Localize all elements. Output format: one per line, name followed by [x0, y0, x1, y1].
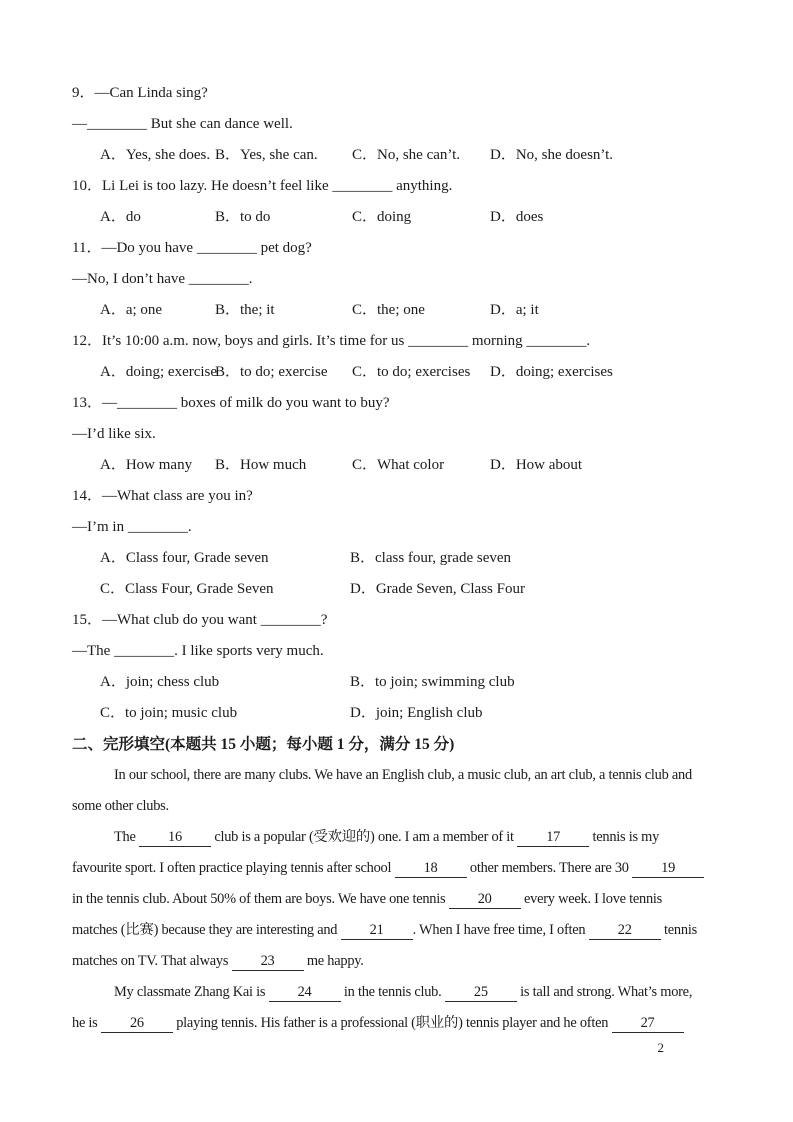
- q12-option-a: A．doing; exercise: [100, 364, 218, 380]
- q14-options-row-1: [72, 543, 737, 574]
- cloze-blank-19: 19: [632, 859, 704, 878]
- q9-stem-line-2: —________ But she can dance well.: [72, 116, 293, 132]
- text-segment: tennis is my: [589, 829, 660, 845]
- q14-options-row-2: [72, 574, 737, 605]
- cloze-blank-23: 23: [232, 952, 304, 971]
- text-segment: other members. There are 30: [466, 860, 633, 876]
- cloze-p2-line-3: [72, 884, 737, 915]
- q9-stem-line-1: 9．—Can Linda sing?: [72, 85, 208, 101]
- q10-stem-line-1: 10．Li Lei is too lazy. He doesn’t feel like ________ anything.: [72, 178, 453, 194]
- cloze-blank-24: 24: [269, 983, 341, 1002]
- q11-option-d: D．a; it: [490, 302, 539, 318]
- cloze-blank-20: 20: [449, 890, 521, 909]
- q13-option-d: D．How about: [490, 457, 583, 473]
- q14-option-c: C．Class Four, Grade Seven: [100, 581, 274, 597]
- q14-stem-line-1: 14．—What class are you in?: [72, 488, 253, 504]
- text-segment: in the tennis club.: [340, 984, 445, 1000]
- q9-option-b: B．Yes, she can.: [215, 147, 318, 163]
- cloze-blank-16: 16: [139, 828, 211, 847]
- cloze-blank-27: 27: [612, 1014, 684, 1033]
- q11-option-a: A．a; one: [100, 302, 163, 318]
- q12-option-b: B．to do; exercise: [215, 364, 328, 380]
- text-segment: . When I have free time, I often: [412, 922, 589, 938]
- q15-options-row-2: [72, 698, 737, 729]
- q14-stem-line-2: —I’m in ________.: [72, 519, 192, 535]
- q11-option-b: B．the; it: [215, 302, 275, 318]
- cloze-blank-25: 25: [445, 983, 517, 1002]
- text-segment: club is a popular (受欢迎的) one. I am a member of it: [210, 829, 518, 845]
- q15-option-d: D．join; English club: [350, 705, 483, 721]
- q10-options-row: [72, 202, 737, 233]
- text-segment: every week. I love tennis: [520, 891, 663, 907]
- q15-option-c: C．to join; music club: [100, 705, 238, 721]
- text-segment: My classmate Zhang Kai is: [114, 984, 269, 1000]
- q13-option-c: C．What color: [352, 457, 445, 473]
- q15-option-a: A．join; chess club: [100, 674, 220, 690]
- q9-options-row: [72, 140, 737, 171]
- text-segment: playing tennis. His father is a professional (职业的) tennis player and he often: [172, 1015, 612, 1031]
- q10-option-b: B．to do: [215, 209, 271, 225]
- q9-option-d: D．No, she doesn’t.: [490, 147, 614, 163]
- text-segment: favourite sport. I often practice playing tennis after school: [72, 860, 395, 876]
- q13-stem-line-2: —I’d like six.: [72, 426, 156, 442]
- q15-option-b: B．to join; swimming club: [350, 674, 515, 690]
- text-segment: is tall and strong. What’s more,: [516, 984, 693, 1000]
- q15-options-row-1: [72, 667, 737, 698]
- cloze-blank-26: 26: [101, 1014, 173, 1033]
- q13-options-row: [72, 450, 737, 481]
- cloze-blank-21: 21: [341, 921, 413, 940]
- q10-option-d: D．does: [490, 209, 544, 225]
- q14-option-a: A．Class four, Grade seven: [100, 550, 269, 566]
- q13-option-b: B．How much: [215, 457, 307, 473]
- q10-option-a: A．do: [100, 209, 141, 225]
- text-segment: in the tennis club. About 50% of them are boys. We have one tennis: [72, 891, 449, 907]
- q12-stem-line-1: 12．It’s 10:00 a.m. now, boys and girls. It’s time for us ________ morning ________.: [72, 333, 591, 349]
- q15-stem-line-1: 15．—What club do you want ________?: [72, 612, 328, 628]
- text-segment: he is: [72, 1015, 101, 1031]
- page-number: 2: [657, 1040, 664, 1055]
- cloze-blank-18: 18: [395, 859, 467, 878]
- q15-stem-line-2: —The ________. I like sports very much.: [72, 643, 324, 659]
- cloze-p2-line-4: [72, 915, 737, 946]
- q11-stem-line-2: —No, I don’t have ________.: [72, 271, 253, 287]
- cloze-p1-line-1: In our school, there are many clubs. We have an English club, a music club, an art club, a tennis club and: [114, 767, 692, 783]
- text-segment: matches on TV. That always: [72, 953, 232, 969]
- q10-option-c: C．doing: [352, 209, 412, 225]
- q11-stem-line-1: 11．—Do you have ________ pet dog?: [72, 240, 312, 256]
- cloze-p2-line-1: [72, 822, 737, 853]
- cloze-blank-17: 17: [517, 828, 589, 847]
- cloze-p3-line-2: [72, 1008, 737, 1039]
- cloze-p1-line-2: some other clubs.: [72, 798, 169, 814]
- cloze-p3-line-1: [72, 977, 737, 1008]
- text-segment: matches (比赛) because they are interesting and: [72, 922, 341, 938]
- cloze-blank-22: 22: [589, 921, 661, 940]
- q12-option-d: D．doing; exercises: [490, 364, 613, 380]
- text-segment: me happy.: [303, 953, 364, 969]
- q11-option-c: C．the; one: [352, 302, 425, 318]
- text-segment: tennis: [660, 922, 697, 938]
- q12-options-row: [72, 357, 737, 388]
- cloze-p2-line-2: [72, 853, 737, 884]
- q14-option-b: B．class four, grade seven: [350, 550, 512, 566]
- q14-option-d: D．Grade Seven, Class Four: [350, 581, 525, 597]
- q13-stem-line-1: 13．—________ boxes of milk do you want to buy?: [72, 395, 390, 411]
- q9-option-a: A．Yes, she does.: [100, 147, 211, 163]
- cloze-section-heading: 二、完形填空(本题共 15 小题；每小题 1 分，满分 15 分): [72, 736, 455, 753]
- q13-option-a: A．How many: [100, 457, 193, 473]
- q11-options-row: [72, 295, 737, 326]
- cloze-p2-line-5: [72, 946, 737, 977]
- q12-option-c: C．to do; exercises: [352, 364, 471, 380]
- text-segment: The: [114, 829, 139, 845]
- q9-option-c: C．No, she can’t.: [352, 147, 461, 163]
